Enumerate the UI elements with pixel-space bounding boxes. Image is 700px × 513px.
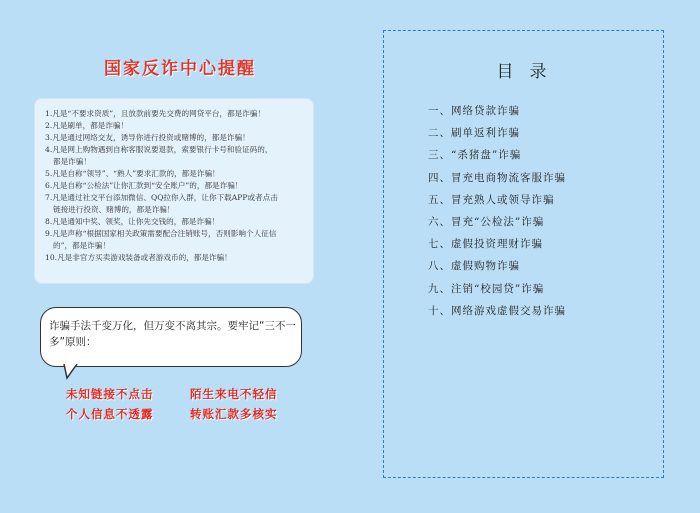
toc-item: 二、刷单返利诈骗 <box>428 127 520 140</box>
notice-item: 6.凡是自称“公检法”让你汇款到“安全账户”的，都是诈骗！ <box>45 181 243 190</box>
notice-item: 链接进行投资、赌博的，都是诈骗！ <box>53 205 175 214</box>
notice-item: 3.凡是通过网络交友，诱导你进行投资或赌博的，都是诈骗！ <box>45 133 250 142</box>
speech-bubble <box>40 307 302 367</box>
notice-item: 9.凡是声称“根据国家相关政策需要配合注销账号，否则影响个人征信 <box>45 229 277 238</box>
anti-fraud-center-title: 国家反诈中心提醒 <box>104 59 256 79</box>
toc-item: 一、网络贷款诈骗 <box>428 105 520 117</box>
bubble-tail-icon <box>63 364 83 380</box>
toc-title: 目录 <box>496 62 563 82</box>
toc-item: 九、注销“校园贷”诈骗 <box>428 282 545 295</box>
table-of-contents-panel <box>383 30 664 478</box>
notice-item: 10.凡是非官方买卖游戏装备或者游戏币的，都是诈骗！ <box>45 253 232 262</box>
slogan-unknown-links: 未知链接不点击 <box>66 387 154 401</box>
notice-list <box>34 98 314 264</box>
notice-item: 8.凡是通知中奖、领奖，让你先交钱的，都是诈骗！ <box>45 217 220 226</box>
notice-item: 5.凡是自称“领导”、“熟人”要求汇款的，都是诈骗！ <box>45 169 220 178</box>
notice-item: 4.凡是网上购物遇到自称客服说要退款，索要银行卡号和验证码的， <box>45 145 273 154</box>
notice-box <box>34 98 314 284</box>
bubble-text: 诈骗手法千变万化，但万变不离其宗。要牢记“三不一多”原则： <box>49 320 296 348</box>
toc-item: 八、虚假购物诈骗 <box>428 260 520 273</box>
notice-item: 1.凡是“不要求资质”，且放款前要先交费的网贷平台，都是诈骗！ <box>45 109 266 118</box>
toc-item: 五、冒充熟人或领导诈骗 <box>428 193 555 206</box>
toc-item: 四、冒充电商物流客服诈骗 <box>428 171 566 184</box>
toc-item: 十、网络游戏虚假交易诈骗 <box>428 304 566 317</box>
notice-item: 的”，都是诈骗！ <box>53 241 111 250</box>
toc-item: 七、虚假投资理财诈骗 <box>428 238 543 251</box>
toc-item: 三、“杀猪盘”诈骗 <box>428 149 522 162</box>
notice-item: 都是诈骗！ <box>53 157 91 166</box>
slogan-verify-transfers: 转账汇款多核实 <box>190 407 278 421</box>
toc-item: 六、冒充“公检法”诈骗 <box>428 215 545 228</box>
slogan-unknown-calls: 陌生来电不轻信 <box>190 387 278 401</box>
notice-item: 2.凡是刷单，都是诈骗！ <box>45 121 129 130</box>
slogan-personal-info: 个人信息不透露 <box>66 407 154 421</box>
notice-item: 7.凡是通过社交平台添加微信、QQ拉你入群，让你下载APP或者点击 <box>45 193 278 202</box>
toc-list <box>428 100 566 322</box>
